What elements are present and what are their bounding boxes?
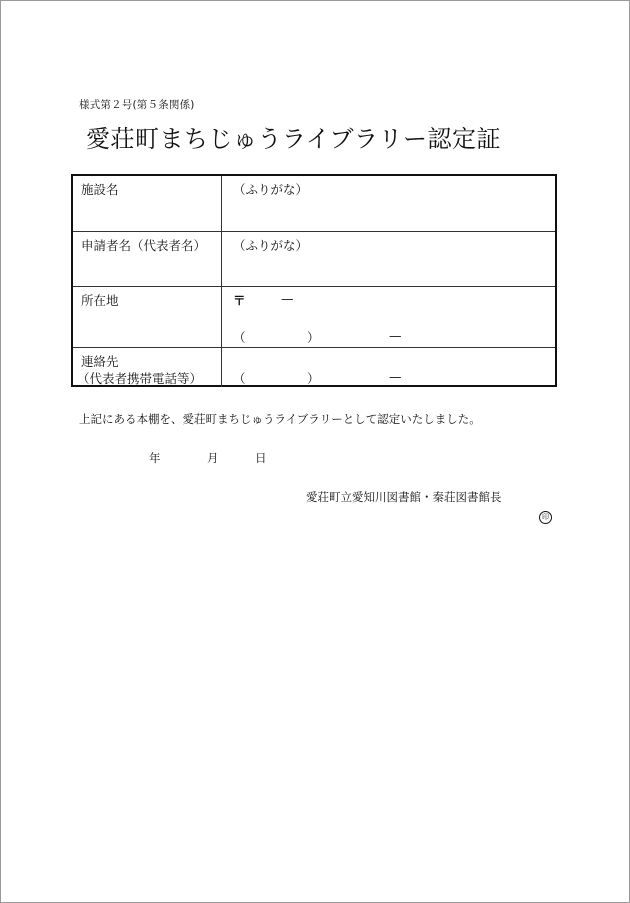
date-year: 年 [149, 451, 161, 465]
form-number: 様式第２号(第５条関係) [79, 99, 195, 111]
table-row-applicant [73, 231, 555, 286]
postal-dash: — [281, 291, 294, 306]
page-title: 愛荘町まちじゅうライブラリー認定証 [86, 125, 502, 153]
address-label: 所在地 [81, 293, 119, 308]
column-divider [221, 176, 222, 231]
contact-dash: — [389, 369, 402, 384]
applicant-label: 申請者名（代表者名） [81, 238, 207, 253]
column-divider [221, 287, 222, 347]
facility-value: （ふりがな） [233, 182, 309, 197]
phone-dash: — [389, 328, 402, 343]
contact-close-paren: ） [307, 371, 320, 386]
phone-close-paren: ） [307, 330, 320, 345]
contact-label-sub: （代表者携帯電話等） [77, 371, 203, 386]
seal-icon: 印 [539, 511, 552, 524]
table-row-contact [73, 347, 555, 387]
date-day: 日 [255, 451, 267, 465]
column-divider [221, 348, 222, 387]
contact-label: 連絡先 [81, 354, 119, 369]
postal-mark: 〒 [233, 293, 246, 308]
contact-open-paren: （ [233, 371, 246, 386]
table-row-address [73, 286, 555, 347]
certification-statement: 上記にある本棚を、愛荘町まちじゅうライブラリーとして認定いたしました。 [79, 412, 481, 426]
applicant-value: （ふりがな） [233, 238, 309, 253]
table-row-facility [73, 176, 555, 231]
certificate-table [71, 174, 557, 387]
facility-label: 施設名 [81, 182, 119, 197]
date-month: 月 [207, 451, 219, 465]
phone-open-paren: （ [233, 330, 246, 345]
issuer-name: 愛荘町立愛知川図書館・秦荘図書館長 [306, 490, 502, 504]
column-divider [221, 232, 222, 286]
